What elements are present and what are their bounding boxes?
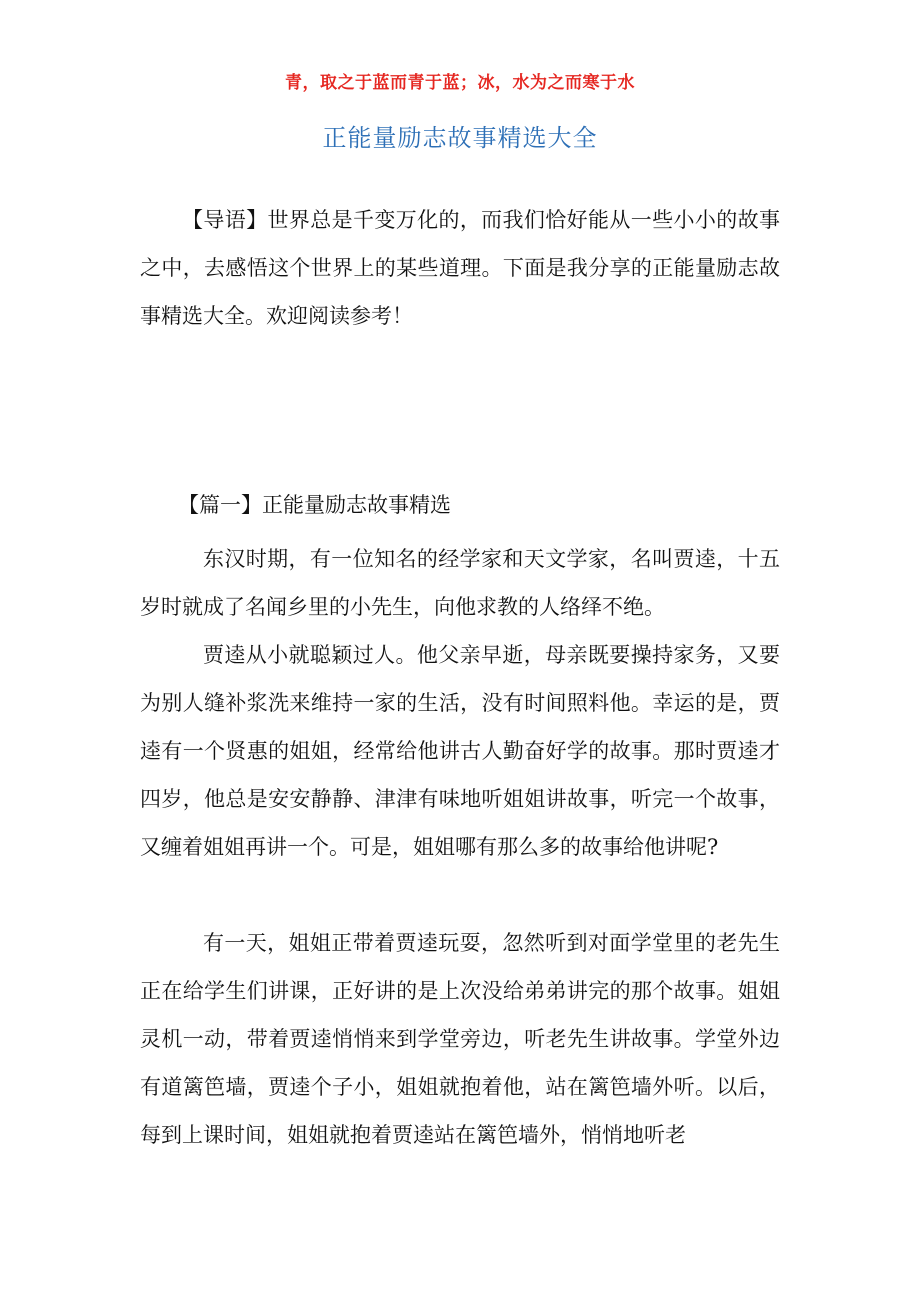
section-heading: 【篇一】正能量励志故事精选 <box>178 493 451 517</box>
body-paragraph: 贾逵从小就聪颖过人。他父亲早逝，母亲既要操持家务，又要为别人缝补浆洗来维持一家的生活，没有时间照料他。幸运的是，贾逵有一个贤惠的姐姐，经常给他讲古人勤奋好学的故事。那时贾逵才四岁，他总是安安静静、津津有味地听姐姐讲故事，听完一个故事，又缠着姐姐再讲一个。可是，姐姐哪有那么多的故事给他讲呢? <box>140 643 780 859</box>
body-paragraph: 东汉时期，有一位知名的经学家和天文学家，名叫贾逵，十五岁时就成了名闻乡里的小先生，向他求教的人络绎不绝。 <box>140 547 780 619</box>
intro-paragraph: 【导语】世界总是千变万化的，而我们恰好能从一些小小的故事之中，去感悟这个世界上的某些道理。下面是我分享的正能量励志故事精选大全。欢迎阅读参考！ <box>140 208 780 328</box>
body-paragraph: 有一天，姐姐正带着贾逵玩耍，忽然听到对面学堂里的老先生正在给学生们讲课，正好讲的是上次没给弟弟讲完的那个故事。姐姐灵机一动，带着贾逵悄悄来到学堂旁边，听老先生讲故事。学堂外边有道篱笆墙，贾逵个子小，姐姐就抱着他，站在篱笆墙外听。以后，每到上课时间，姐姐就抱着贾逵站在篱笆墙外，悄悄地听老 <box>140 931 780 1147</box>
header-motto: 青，取之于蓝而青于蓝；冰，水为之而寒于水 <box>285 73 635 93</box>
document-title: 正能量励志故事精选大全 <box>322 124 598 152</box>
